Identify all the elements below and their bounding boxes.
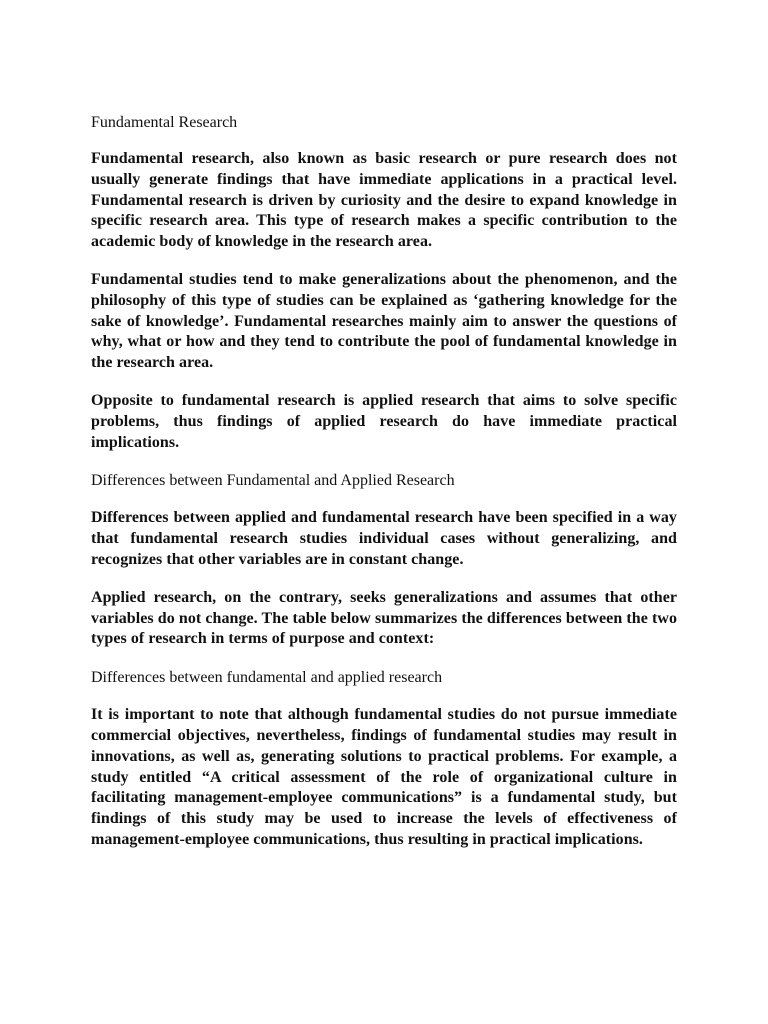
- document-title: Fundamental Research: [91, 114, 238, 131]
- document-page: [91, 112, 677, 868]
- paragraph-generalizations: Fundamental studies tend to make generalizations about the phenomenon, and the philosophy of this type of studies can be explained as ‘gathering knowledge for the sake of knowledge’. Fundamental researches mainly aim to answer the questions of why, what or how and they tend to contribute the pool of fundamental knowledge in the research area.: [91, 270, 677, 372]
- section-heading-table-caption: Differences between fundamental and applied research: [91, 669, 443, 687]
- paragraph-important-note: It is important to note that although fundamental studies do not pursue immediate commercial objectives, nevertheless, findings of fundamental studies may result in innovations, as well as, generating solutions to practical problems. For example, a study entitled “A critical assessment of the role of organizational culture in facilitating management-employee communications” is a fundamental study, but findings of this study may be used to increase the levels of effectiveness of management-employee communications, thus resulting in practical implications.: [91, 706, 677, 848]
- paragraph-applied-contrast: Opposite to fundamental research is applied research that aims to solve specific problems, thus findings of applied research do have immediate practical implications.: [91, 391, 677, 451]
- section-heading-differences: Differences between Fundamental and Applied Research: [91, 472, 455, 490]
- paragraph-applied-generalizations: Applied research, on the contrary, seeks generalizations and assumes that other variables do not change. The table below summarizes the differences between the two types of research in terms of purpose and context:: [91, 588, 677, 648]
- paragraph-differences-specified: Differences between applied and fundamental research have been specified in a way that fundamental research studies individual cases without generalizing, and recognizes that other variables are in constant change.: [91, 509, 677, 568]
- paragraph-definition: Fundamental research, also known as basic research or pure research does not usually generate findings that have immediate applications in a practical level. Fundamental research is driven by curiosity and the desire to expand knowledge in specific research area. This type of research makes a specific contribution to the academic body of knowledge in the research area.: [91, 150, 677, 251]
